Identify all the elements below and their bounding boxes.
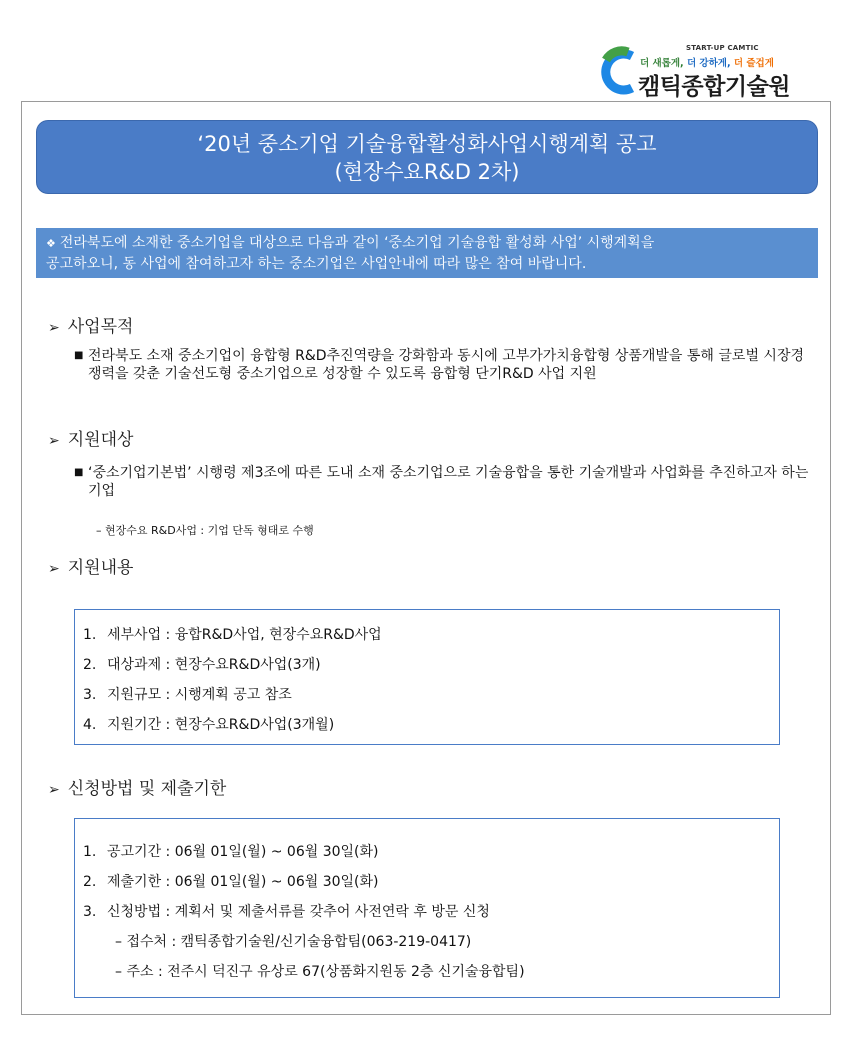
slogan-part-3: 더 즐겁게 — [733, 58, 774, 69]
arrow-bullet-icon: ➢ — [48, 782, 60, 798]
section-heading-target-text: 지원대상 — [67, 430, 134, 450]
content-item: 2. 대상과제 : 현장수요R&D사업(3개) — [83, 657, 321, 673]
page-title: ‘20년 중소기업 기술융합활성화사업시행계획 공고 — [197, 132, 657, 156]
section-heading-apply — [48, 774, 226, 799]
square-bullet-icon: ■ — [74, 467, 84, 478]
arrow-bullet-icon: ➢ — [48, 320, 60, 336]
title-banner — [36, 120, 818, 194]
arrow-bullet-icon: ➢ — [48, 561, 60, 577]
camtic-logo — [598, 42, 808, 100]
section-heading-apply-text: 신청방법 및 제출기한 — [67, 779, 227, 799]
section-heading-content — [48, 553, 133, 578]
target-item — [74, 464, 814, 500]
section-heading-target — [48, 425, 133, 450]
content-box — [74, 609, 780, 745]
apply-item: 1. 공고기간 : 06월 01일(월) ~ 06월 30일(화) — [83, 844, 379, 860]
logo-slogan — [640, 55, 774, 69]
target-sub-item: – 현장수요 R&D사업 : 기업 단독 형태로 수행 — [96, 524, 314, 537]
slogan-part-1: 더 새롭게, — [640, 58, 684, 69]
arrow-bullet-icon: ➢ — [48, 433, 60, 449]
apply-detail-address: – 주소 : 전주시 덕진구 유상로 67(상품화지원동 2층 신기술융합팀) — [115, 964, 525, 980]
slogan-part-2: 더 강하게, — [686, 58, 731, 69]
notice-banner — [36, 228, 818, 278]
camtic-c-logo-icon — [598, 44, 638, 98]
notice-line-1 — [46, 233, 810, 254]
notice-text-1: 전라북도에 소재한 중소기업을 대상으로 다음과 같이 ‘중소기업 기술융합 활성화 사업’ 시행계획을 — [59, 235, 655, 251]
content-item: 1. 세부사업 : 융합R&D사업, 현장수요R&D사업 — [83, 627, 382, 643]
content-item: 3. 지원규모 : 시행계획 공고 참조 — [83, 687, 292, 703]
apply-item: 2. 제출기한 : 06월 01일(월) ~ 06월 30일(화) — [83, 874, 379, 890]
purpose-text: 전라북도 소재 중소기업이 융합형 R&D추진역량을 강화함과 동시에 고부가가치융합형 상품개발을 통해 글로벌 시장경쟁력을 갖춘 기술선도형 중소기업으로 성장할 수 있도록 융합형 단기R&D 사업 지원 — [88, 348, 805, 382]
apply-detail-contact: – 접수처 : 캠틱종합기술원/신기술융합팀(063-219-0417) — [115, 934, 472, 950]
notice-line-2: 공고하오니, 동 사업에 참여하고자 하는 중소기업은 사업안내에 따라 많은 참여 바랍니다. — [46, 256, 587, 272]
apply-item: 3. 신청방법 : 계획서 및 제출서류를 갖추어 사전연락 후 방문 신청 — [83, 904, 490, 920]
section-heading-purpose-text: 사업목적 — [67, 317, 134, 337]
purpose-item — [74, 347, 814, 383]
logo-name: 캠틱종합기술원 — [638, 74, 791, 100]
diamond-bullet-icon: ❖ — [46, 237, 56, 250]
section-heading-purpose — [48, 312, 133, 337]
content-item: 4. 지원기간 : 현장수요R&D사업(3개월) — [83, 717, 335, 733]
target-text: ‘중소기업기본법’ 시행령 제3조에 따른 도내 소재 중소기업으로 기술융합을 통한 기술개발과 사업화를 추진하고자 하는 기업 — [88, 465, 809, 499]
apply-box — [74, 818, 780, 998]
square-bullet-icon: ■ — [74, 350, 84, 361]
section-heading-content-text: 지원내용 — [67, 558, 134, 578]
page-subtitle: (현장수요R&D 2차) — [334, 160, 520, 184]
logo-tag: START-UP CAMTIC — [686, 44, 759, 52]
